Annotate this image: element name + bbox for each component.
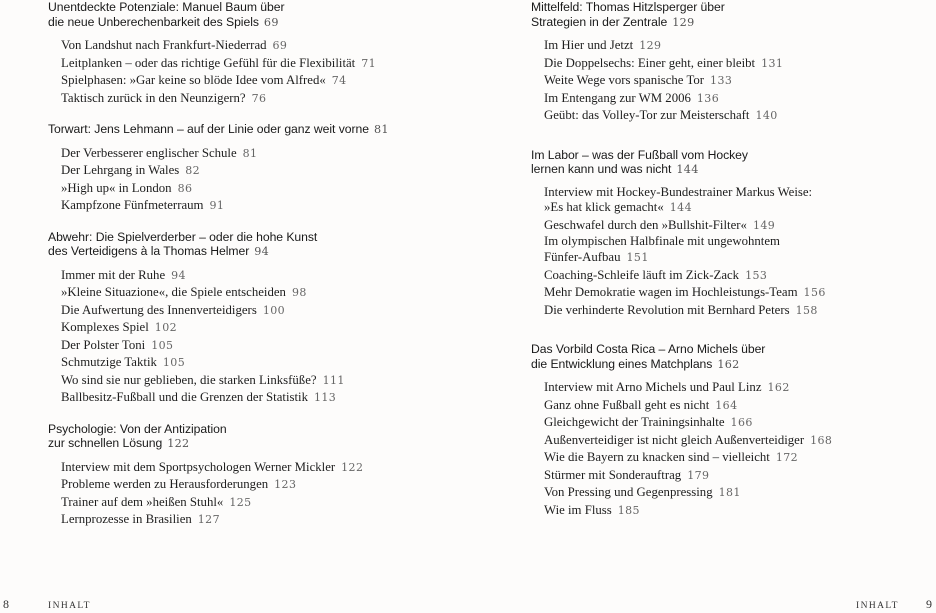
section-heading-line: Im Labor – was der Fußball vom Hockey	[531, 147, 748, 162]
entry-page-number: 156	[803, 286, 826, 300]
entry-list	[61, 267, 468, 407]
entry-title: Ballbesitz-Fußball und die Grenzen der Statistik	[61, 390, 308, 404]
toc-section	[48, 0, 468, 107]
section-heading-line: Strategien in der Zentrale	[531, 14, 668, 29]
entry-page-number: 125	[229, 495, 252, 509]
toc-entry	[61, 389, 468, 407]
entry-page-number: 151	[626, 250, 649, 264]
toc-entry	[544, 449, 931, 467]
toc-entry	[61, 511, 468, 529]
section-heading-line: zur schnellen Lösung	[48, 436, 163, 450]
entry-page-number: 74	[331, 74, 347, 87]
toc-entry	[544, 484, 931, 502]
entry-list	[544, 379, 931, 519]
toc-entry	[61, 284, 468, 302]
left-page	[48, 0, 468, 529]
entry-title: Im Entengang zur WM 2006	[544, 90, 691, 105]
toc-entry	[61, 476, 468, 494]
entry-page-number: 131	[761, 56, 784, 70]
entry-page-number: 94	[171, 268, 186, 282]
section-page-number: 69	[263, 15, 279, 29]
entry-title: »High up« in London	[61, 180, 172, 195]
entry-title: Komplexes Spiel	[61, 320, 149, 334]
section-heading	[48, 122, 468, 138]
section-page-number: 144	[676, 163, 699, 176]
entry-title: Immer mit der Ruhe	[61, 267, 166, 282]
entry-title: Gleichgewicht der Trainingsinhalte	[544, 415, 725, 430]
entry-page-number: 100	[262, 303, 286, 317]
entry-title: Die verhinderte Revolution mit Bernhard Peters	[544, 302, 790, 317]
entry-page-number: 179	[687, 468, 710, 482]
entry-page-number: 86	[177, 181, 193, 195]
section-page-number: 94	[254, 245, 270, 258]
entry-page-number: 164	[715, 398, 738, 412]
entry-page-number: 127	[197, 513, 220, 526]
toc-section	[531, 342, 931, 519]
section-page-number: 162	[717, 357, 740, 371]
entry-page-number: 166	[730, 416, 753, 430]
section-heading-line: lernen kann und was nicht	[531, 162, 672, 176]
entry-list	[61, 37, 468, 107]
toc-entry	[544, 234, 931, 264]
entry-page-number: 111	[322, 373, 345, 387]
entry-title: Interview mit Arno Michels und Paul Linz	[544, 380, 762, 395]
toc-entry	[61, 197, 468, 215]
entry-title: Ganz ohne Fußball geht es nicht	[544, 397, 710, 412]
toc-entry	[61, 145, 468, 163]
entry-title: Taktisch zurück in den Neunzigern?	[61, 90, 246, 105]
entry-title: Trainer auf dem »heißen Stuhl«	[61, 494, 224, 509]
entry-page-number: 140	[755, 109, 778, 122]
entry-page-number: 136	[696, 91, 720, 105]
entry-title: Im olympischen Halbfinale mit ungewohntem	[544, 234, 780, 249]
toc-entry	[61, 494, 468, 512]
toc-entry	[544, 90, 931, 108]
entry-title: »Kleine Situazione«, die Spiele entscheiden	[61, 285, 286, 299]
section-heading	[48, 422, 468, 452]
entry-page-number: 133	[710, 74, 733, 87]
toc-entry	[61, 72, 468, 90]
entry-title: Von Pressing und Gegenpressing	[544, 485, 713, 500]
left-page-number: 8	[3, 597, 9, 611]
entry-page-number: 82	[185, 164, 201, 177]
entry-title: Fünfer-Aufbau	[544, 249, 621, 264]
entry-page-number: 172	[775, 451, 799, 465]
entry-title: Geübt: das Volley-Tor zur Meisterschaft	[544, 108, 750, 122]
section-heading	[48, 0, 468, 30]
toc-section	[531, 0, 931, 125]
entry-title: Probleme werden zu Herausforderungen	[61, 477, 269, 491]
entry-title: Der Polster Toni	[61, 337, 146, 352]
section-heading-line: Abwehr: Die Spielverderber – oder die hohe Kunst	[48, 229, 318, 244]
entry-list	[61, 459, 468, 529]
entry-title: Von Landshut nach Frankfurt-Niederrad	[61, 38, 267, 52]
toc-entry	[544, 37, 931, 55]
entry-page-number: 123	[274, 478, 297, 491]
toc-entry	[544, 185, 931, 215]
entry-page-number: 144	[669, 200, 692, 214]
section-heading	[531, 0, 931, 30]
entry-list	[61, 145, 468, 215]
toc-entry	[61, 55, 468, 73]
toc-section	[531, 148, 931, 320]
entry-page-number: 129	[639, 39, 662, 52]
toc-entry	[544, 55, 931, 73]
section-heading	[531, 342, 931, 372]
toc-entry	[61, 372, 468, 390]
section-heading-line: die neue Unberechenbarkeit des Spiels	[48, 14, 259, 29]
section-heading-line: Das Vorbild Costa Rica – Arno Michels über	[531, 342, 766, 357]
toc-entry	[61, 90, 468, 108]
section-heading-line: Psychologie: Von der Antizipation	[48, 421, 227, 436]
toc-entry	[544, 302, 931, 320]
toc-entry	[61, 37, 468, 55]
entry-page-number: 168	[810, 433, 833, 447]
section-page-number: 81	[373, 123, 389, 136]
entry-title: »Es hat klick gemacht«	[544, 199, 664, 214]
entry-title: Weite Wege vors spanische Tor	[544, 73, 705, 87]
section-heading-line: Unentdeckte Potenziale: Manuel Baum über	[48, 0, 285, 14]
entry-page-number: 91	[209, 199, 225, 212]
entry-page-number: 122	[341, 460, 364, 474]
section-page-number: 129	[672, 15, 695, 29]
toc-section	[48, 422, 468, 529]
entry-title: Interview mit Hockey-Bundestrainer Markus Weise:	[544, 184, 813, 199]
entry-page-number: 185	[617, 503, 640, 517]
entry-title: Die Doppelsechs: Einer geht, einer bleibt	[544, 55, 756, 70]
entry-page-number: 158	[795, 303, 818, 317]
entry-page-number: 81	[242, 146, 258, 160]
toc-entry	[544, 502, 931, 520]
entry-page-number: 71	[361, 56, 377, 70]
entry-page-number: 162	[767, 381, 790, 395]
section-heading-line: des Verteidigens à la Thomas Helmer	[48, 244, 250, 258]
entry-list	[544, 37, 931, 125]
entry-title: Schmutzige Taktik	[61, 355, 157, 369]
entry-list	[544, 185, 931, 320]
toc-entry	[544, 379, 931, 397]
toc-entry	[544, 72, 931, 90]
entry-title: Spielphasen: »Gar keine so blöde Idee vom Alfred«	[61, 73, 326, 87]
toc-entry	[61, 267, 468, 285]
entry-page-number: 153	[745, 268, 768, 282]
toc-entry	[544, 397, 931, 415]
entry-page-number: 69	[272, 39, 288, 52]
right-page	[531, 0, 931, 519]
toc-entry	[61, 319, 468, 337]
entry-title: Lernprozesse in Brasilien	[61, 512, 192, 526]
toc-entry	[544, 414, 931, 432]
toc-entry	[61, 337, 468, 355]
toc-entry	[544, 467, 931, 485]
entry-title: Geschwafel durch den »Bullshit-Filter«	[544, 217, 747, 232]
section-heading-line: Torwart: Jens Lehmann – auf der Linie oder ganz weit vorne	[48, 122, 369, 136]
entry-title: Mehr Demokratie wagen im Hochleistungs-Team	[544, 285, 798, 300]
left-running-head: INHALT	[48, 601, 91, 611]
section-heading	[531, 148, 931, 178]
toc-section	[48, 122, 468, 215]
entry-page-number: 113	[314, 391, 337, 404]
section-heading	[48, 230, 468, 260]
section-page-number: 122	[167, 437, 190, 450]
toc-entry	[61, 354, 468, 372]
entry-title: Interview mit dem Sportpsychologen Werner Mickler	[61, 459, 336, 474]
toc-section	[48, 230, 468, 407]
entry-title: Der Lehrgang in Wales	[61, 163, 180, 177]
entry-title: Coaching-Schleife läuft im Zick-Zack	[544, 267, 740, 282]
toc-entry	[544, 107, 931, 125]
entry-page-number: 105	[162, 356, 186, 369]
toc-entry	[61, 180, 468, 198]
toc-entry	[544, 432, 931, 450]
toc-entry	[544, 217, 931, 235]
entry-title: Leitplanken – oder das richtige Gefühl für die Flexibilität	[61, 55, 356, 70]
entry-title: Die Aufwertung des Innenverteidigers	[61, 302, 257, 317]
right-page-number: 9	[926, 597, 932, 611]
toc-entry	[61, 162, 468, 180]
entry-title: Kampfzone Fünfmeterraum	[61, 198, 204, 212]
toc-entry	[61, 459, 468, 477]
entry-title: Im Hier und Jetzt	[544, 38, 634, 52]
entry-title: Wo sind sie nur geblieben, die starken Linksfüße?	[61, 372, 317, 387]
entry-title: Wie die Bayern zu knacken sind – vielleicht	[544, 450, 770, 465]
entry-page-number: 181	[718, 486, 741, 500]
toc-entry	[61, 302, 468, 320]
entry-title: Stürmer mit Sonderauftrag	[544, 467, 682, 482]
entry-title: Wie im Fluss	[544, 502, 612, 517]
entry-title: Außenverteidiger ist nicht gleich Außenverteidiger	[544, 432, 805, 447]
entry-page-number: 149	[752, 218, 776, 232]
entry-page-number: 76	[251, 91, 267, 105]
entry-page-number: 102	[154, 321, 177, 334]
right-running-head: INHALT	[856, 601, 899, 611]
toc-entry	[544, 267, 931, 285]
entry-page-number: 98	[291, 286, 307, 299]
toc-entry	[544, 284, 931, 302]
entry-title: Der Verbesserer englischer Schule	[61, 145, 237, 160]
section-heading-line: die Entwicklung eines Matchplans	[531, 356, 713, 371]
entry-page-number: 105	[151, 338, 174, 352]
section-heading-line: Mittelfeld: Thomas Hitzlsperger über	[531, 0, 725, 14]
